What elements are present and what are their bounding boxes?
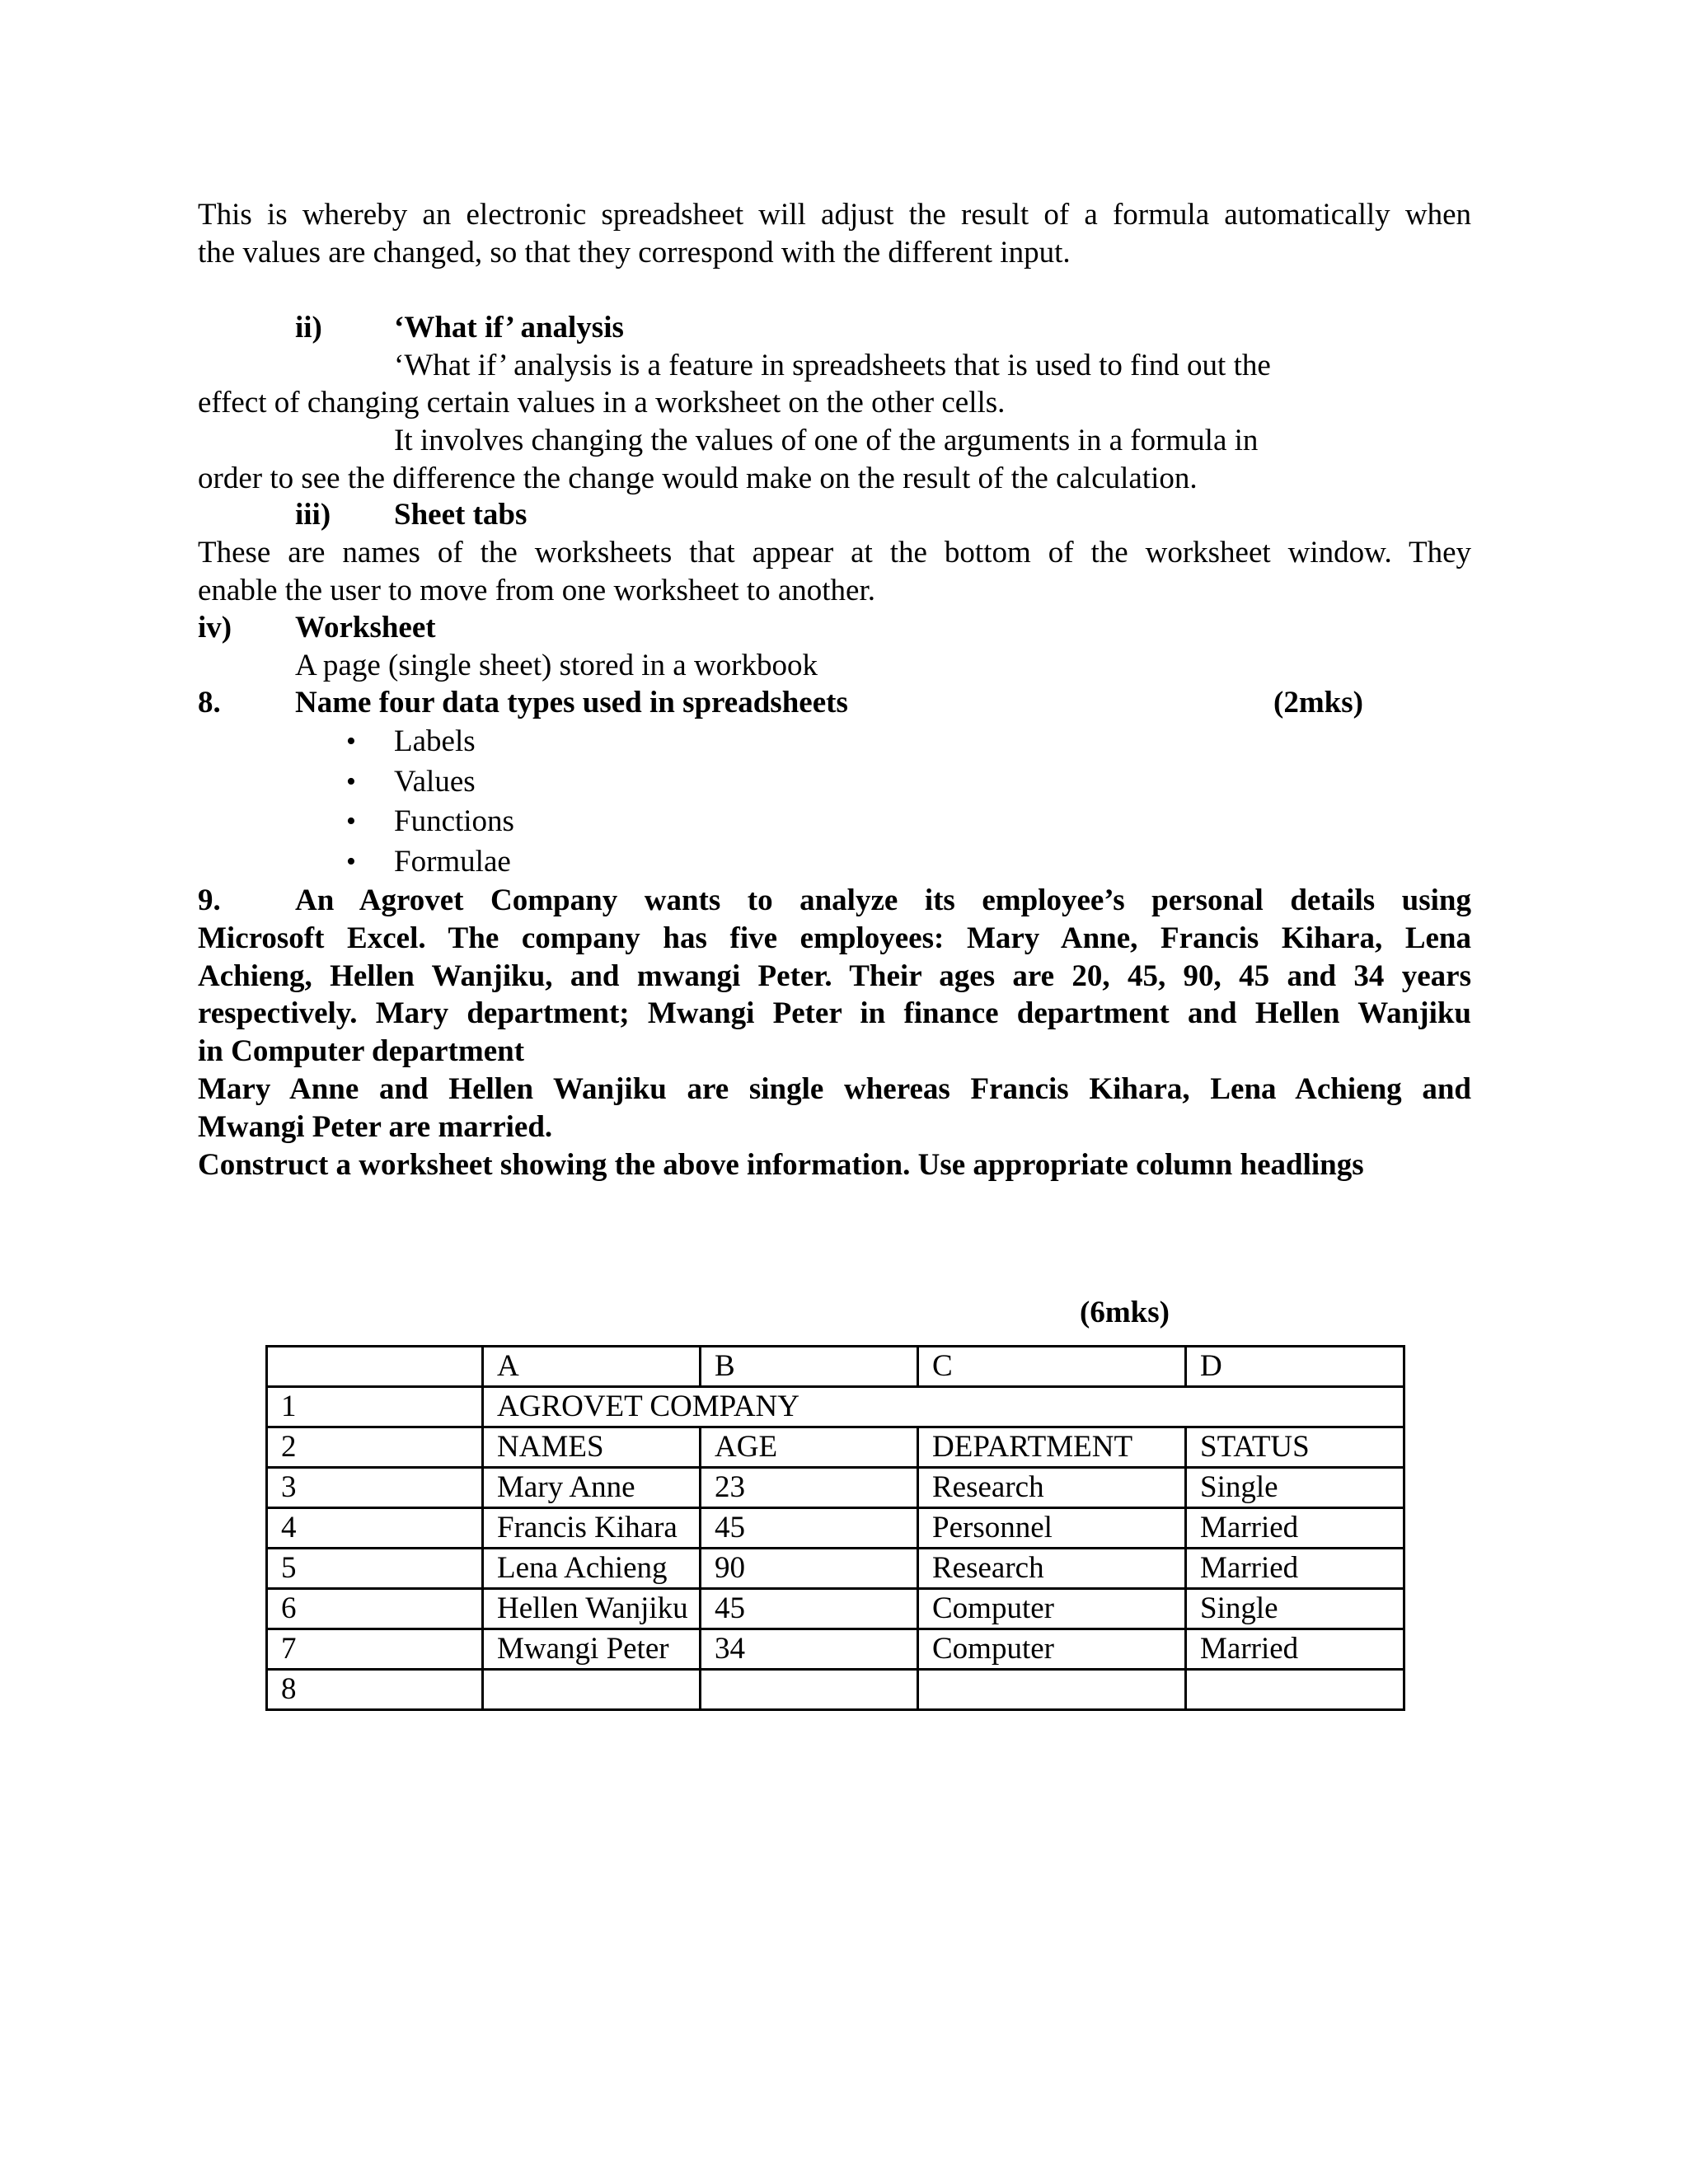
table-row (267, 1468, 1404, 1508)
list-item: • Functions (346, 802, 514, 842)
table-row (267, 1549, 1404, 1589)
table-cell: Single (1186, 1468, 1404, 1508)
table-row (267, 1670, 1404, 1710)
table-cell: Married (1186, 1629, 1404, 1670)
data-types-list (346, 722, 514, 882)
row-number: 2 (267, 1427, 483, 1468)
list-item: • Formulae (346, 842, 514, 883)
what-if-p1-line-2: effect of changing certain values in a worksheet on the other cells. (198, 386, 1006, 419)
column-header-c: C (918, 1347, 1186, 1387)
table-cell: DEPARTMENT (918, 1427, 1186, 1468)
table-cell: STATUS (1186, 1427, 1404, 1468)
sheet-tabs-line-1: These are names of the worksheets that appear at the bottom of the worksheet window. They (198, 536, 1471, 569)
table-row (267, 1427, 1404, 1468)
what-if-heading: ‘What if’ analysis (394, 311, 624, 344)
column-header-b: B (701, 1347, 918, 1387)
question-8-text: Name four data types used in spreadsheets (295, 686, 848, 719)
table-cell (918, 1670, 1186, 1710)
what-if-number: ii) (295, 311, 322, 344)
column-header-d: D (1186, 1347, 1404, 1387)
table-cell: 45 (701, 1589, 918, 1629)
table-row (267, 1508, 1404, 1549)
sheet-tabs-heading: Sheet tabs (394, 498, 528, 532)
table-cell: Research (918, 1549, 1186, 1589)
what-if-p1-line-1: ‘What if’ analysis is a feature in spreadsheets that is used to find out the (394, 349, 1271, 382)
question-9-line-7: Mwangi Peter are married. (198, 1110, 553, 1144)
row-number: 1 (267, 1387, 483, 1427)
row-number: 8 (267, 1670, 483, 1710)
what-if-p2-line-1: It involves changing the values of one of the arguments in a formula in (394, 424, 1259, 457)
table-cell: 45 (701, 1508, 918, 1549)
table-cell: 34 (701, 1629, 918, 1670)
worksheet-number: iv) (198, 611, 232, 644)
table-cell (483, 1670, 701, 1710)
table-header-row (267, 1347, 1404, 1387)
question-9-line-4: respectively. Mary department; Mwangi Peter in finance department and Hellen Wanjiku (198, 996, 1471, 1030)
row-number: 3 (267, 1468, 483, 1508)
sheet-tabs-number: iii) (295, 498, 331, 532)
list-item: • Values (346, 762, 514, 803)
row-number: 4 (267, 1508, 483, 1549)
table-cell: Research (918, 1468, 1186, 1508)
what-if-p2-line-2: order to see the difference the change would make on the result of the calculation. (198, 462, 1198, 495)
table-title: AGROVET COMPANY (483, 1387, 1404, 1427)
question-9-line-1: An Agrovet Company wants to analyze its employee’s personal details using (295, 883, 1471, 917)
row-number: 6 (267, 1589, 483, 1629)
question-8-marks: (2mks) (1273, 686, 1363, 719)
question-8-number: 8. (198, 686, 221, 719)
table-cell: Computer (918, 1589, 1186, 1629)
question-9-line-8: Construct a worksheet showing the above information. Use appropriate column headlings (198, 1148, 1364, 1182)
question-9-marks: (6mks) (1080, 1296, 1170, 1329)
table-cell: Personnel (918, 1508, 1186, 1549)
table-cell: 23 (701, 1468, 918, 1508)
column-header-a: A (483, 1347, 701, 1387)
table-cell (267, 1347, 483, 1387)
table-cell: Mary Anne (483, 1468, 701, 1508)
table-cell: Single (1186, 1589, 1404, 1629)
intro-line-2: the values are changed, so that they correspond with the different input. (198, 236, 1071, 269)
question-9-line-3: Achieng, Hellen Wanjiku, and mwangi Peter. Their ages are 20, 45, 90, 45 and 34 years (198, 959, 1471, 993)
table-cell: AGE (701, 1427, 918, 1468)
agrovet-worksheet-table (265, 1345, 1405, 1711)
list-item: • Labels (346, 722, 514, 762)
table-cell: Lena Achieng (483, 1549, 701, 1589)
worksheet-definition: A page (single sheet) stored in a workbook (295, 649, 818, 682)
table-cell: Hellen Wanjiku (483, 1589, 701, 1629)
question-9-number: 9. (198, 883, 221, 917)
table-row (267, 1387, 1404, 1427)
table-cell: Francis Kihara (483, 1508, 701, 1549)
table-cell: Computer (918, 1629, 1186, 1670)
intro-line-1: This is whereby an electronic spreadsheet will adjust the result of a formula automatically when (198, 198, 1471, 232)
row-number: 5 (267, 1549, 483, 1589)
question-9-line-2: Microsoft Excel. The company has five employees: Mary Anne, Francis Kihara, Lena (198, 921, 1471, 955)
sheet-tabs-line-2: enable the user to move from one worksheet to another. (198, 574, 875, 607)
question-9-line-6: Mary Anne and Hellen Wanjiku are single whereas Francis Kihara, Lena Achieng and (198, 1072, 1471, 1106)
table-cell: NAMES (483, 1427, 701, 1468)
table-cell (1186, 1670, 1404, 1710)
table-cell (701, 1670, 918, 1710)
table-cell: 90 (701, 1549, 918, 1589)
row-number: 7 (267, 1629, 483, 1670)
table-row (267, 1629, 1404, 1670)
table-row (267, 1589, 1404, 1629)
question-9-line-5: in Computer department (198, 1034, 525, 1068)
table-cell: Married (1186, 1508, 1404, 1549)
table-cell: Married (1186, 1549, 1404, 1589)
worksheet-heading: Worksheet (295, 611, 436, 644)
table-cell: Mwangi Peter (483, 1629, 701, 1670)
